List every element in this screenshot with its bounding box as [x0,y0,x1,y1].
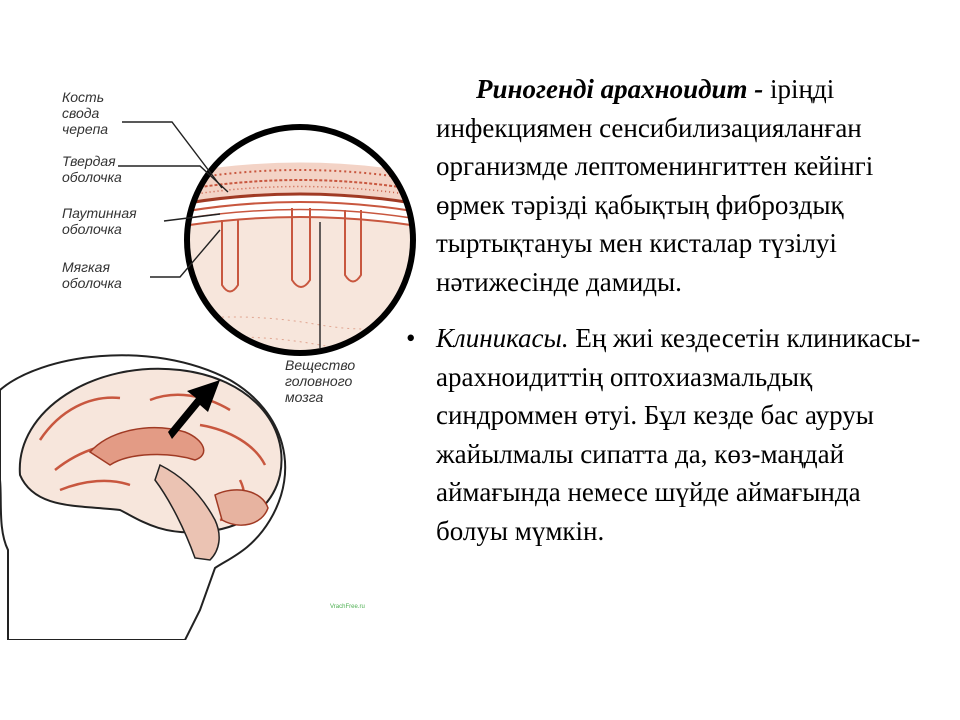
definition-text: іріңді инфекциямен сенсибилизацияланған организмде лептоменингиттен кейінгі өрмек тәрізді қабықтың фиброздық тыртықтануы мен кисталар түзілуі нәтижесінде дамиды. [436,74,874,297]
label-skull: Кость свода черепа [62,89,109,137]
label-pia: Мягкая оболочка [62,259,122,291]
bullet-clinic [406,319,936,550]
meninges-diagram [0,80,420,640]
term-rhinogenic-arachnoiditis: Риногенді арахноидит - [476,74,770,104]
label-arachnoid: Паутинная оболочка [62,205,137,237]
paragraph-definition [436,70,936,301]
label-brain-matter: Вещество головного мозга [285,357,356,405]
label-dura: Твердая оболочка [62,153,122,185]
bullet-marker: • [406,323,416,353]
head-profile [0,355,285,640]
watermark: VrachFree.ru [330,604,365,610]
clinic-text: Ең жиі кездесетін клиникасы- арахноидиттің оптохиазмальдық синдроммен өтуі. Бұл кезде бас ауруы жайылмалы сипатта да, көз-маңдай аймағында немесе шүйде аймағында болуы мүмкін. [436,323,921,546]
term-clinic: Клиникасы. [436,323,569,353]
meninges-figure [0,80,420,640]
magnifier-lens [170,127,420,380]
slide-text [406,70,936,550]
